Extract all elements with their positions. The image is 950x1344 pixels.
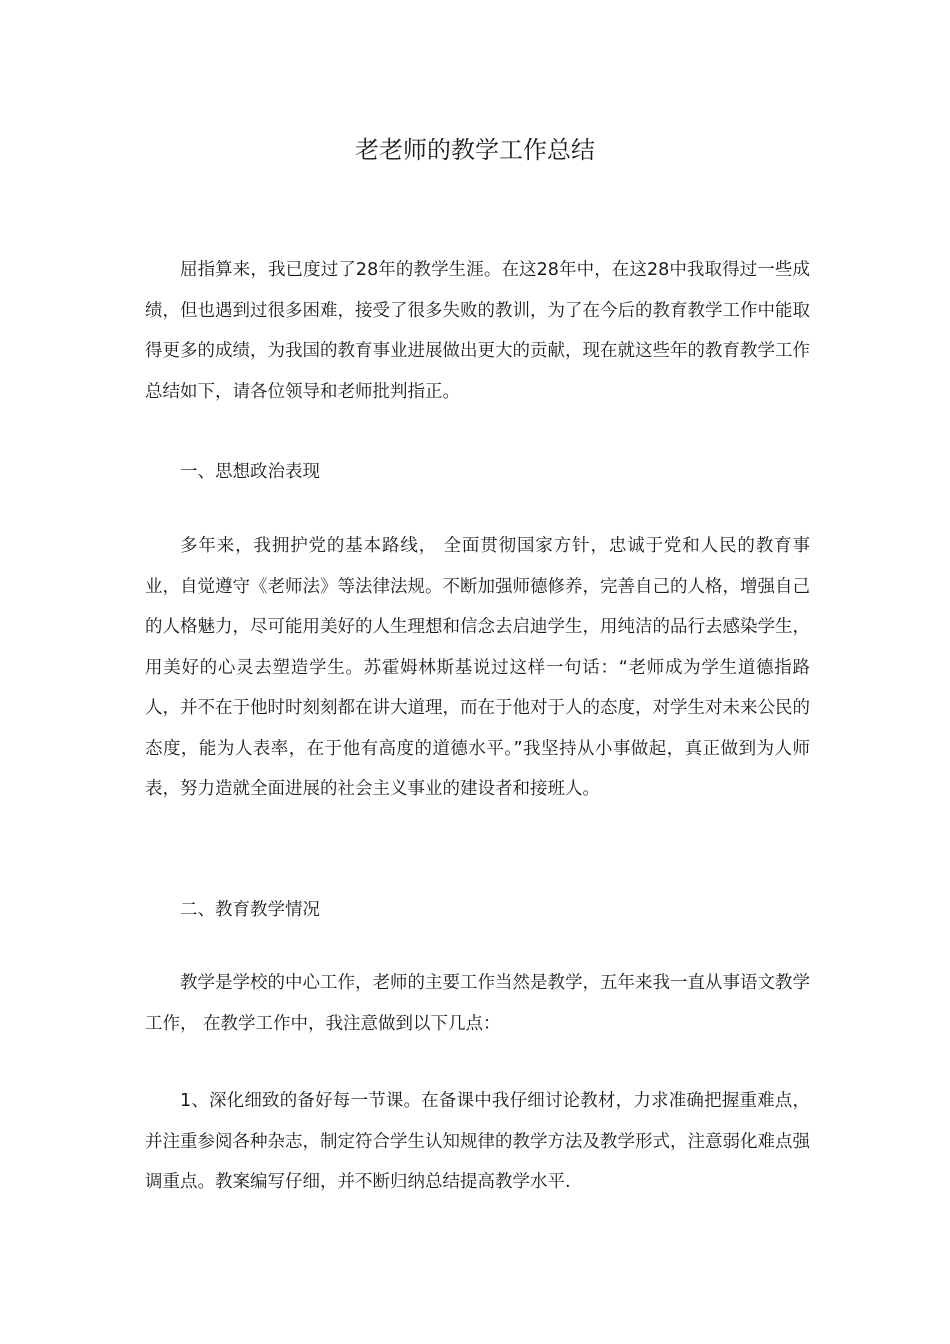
section-heading-political: 一、思想政治表现 [180, 462, 320, 482]
section-paragraph-teaching: 教学是学校的中心工作，老师的主要工作当然是教学，五年来我一直从事语文教学工作， 在教学工作中，我注意做到以下几点： [145, 973, 810, 1034]
section-paragraph-political: 多年来，我拥护党的基本路线， 全面贯彻国家方针，忠诚于党和人民的教育事业，自觉遵守《老师法》等法律法规。不断加强师德修养，完善自己的人格，增强自己的人格魅力，尽可能用美好的人生理想和信念去启迪学生，用纯洁的品行去感染学生，用美好的心灵去塑造学生。苏霍姆林斯基说过这样一句话：“老师成为学生道德指路人，并不在于他时时刻刻都在讲大道理，而在于他对于人的态度，对学生对未来公民的态度，能为人表率，在于他有高度的道德水平。”我坚持从小事做起，真正做到为人师表，努力造就全面进展的社会主义事业的建设者和接班人。 [145, 536, 810, 799]
intro-paragraph: 屈指算来，我已度过了28年的教学生涯。在这28年中，在这28中我取得过一些成绩，但也遇到过很多困难，接受了很多失败的教训，为了在今后的教育教学工作中能取得更多的成绩，为我国的教育事业进展做出更大的贡献，现在就这些年的教育教学工作总结如下，请各位领导和老师批判指正。 [145, 260, 810, 402]
document-title: 老老师的教学工作总结 [355, 136, 595, 164]
point-paragraph-1: 1、深化细致的备好每一节课。在备课中我仔细讨论教材，力求准确把握重难点，并注重参阅各种杂志，制定符合学生认知规律的教学方法及教学形式，注意弱化难点强调重点。教案编写仔细，并不断归纳总结提高教学水平. [145, 1091, 810, 1192]
section-heading-teaching: 二、教育教学情况 [180, 900, 320, 920]
